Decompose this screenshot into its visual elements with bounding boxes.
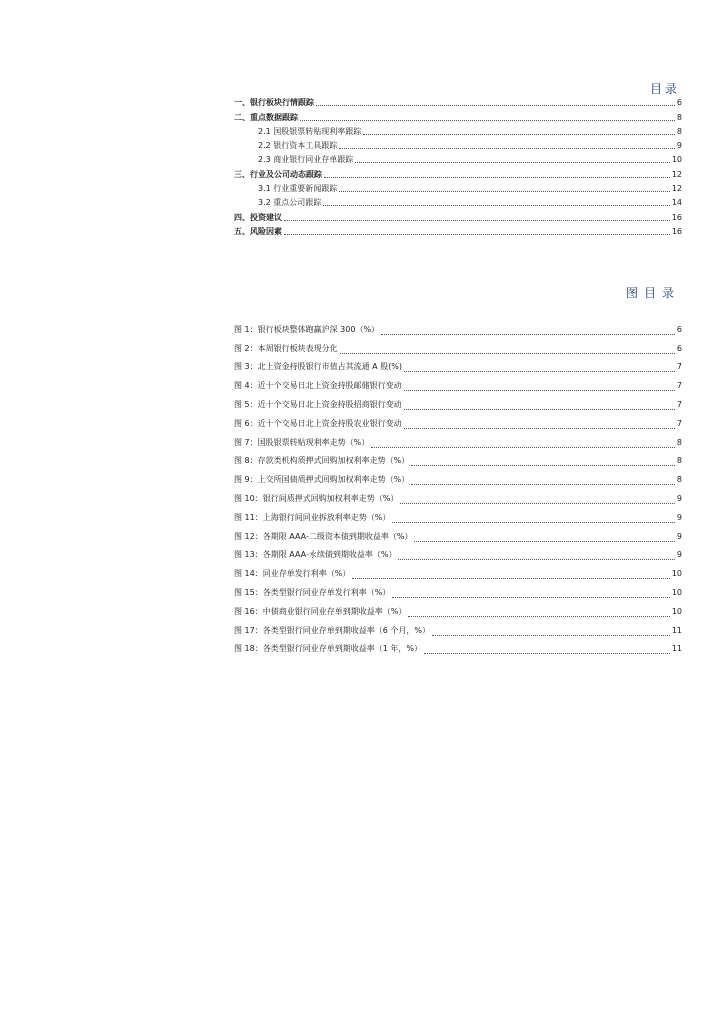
figure-entry-page-number: 11 <box>671 644 682 654</box>
figure-entry-page-number: 6 <box>676 324 682 334</box>
figure-entry[interactable] <box>234 621 682 640</box>
figure-entry[interactable] <box>234 527 682 546</box>
dot-leader <box>300 120 675 121</box>
figure-entry-page-number: 9 <box>676 493 682 503</box>
toc-entry-page-number: 12 <box>671 184 682 194</box>
toc-entry-page-number: 16 <box>671 226 682 236</box>
toc-entry-page-number: 6 <box>676 98 682 108</box>
dot-leader <box>352 578 669 579</box>
dot-leader <box>404 409 675 410</box>
toc-entry-label: 一、银行板块行情跟踪 <box>234 98 314 108</box>
toc-entry[interactable] <box>234 210 682 224</box>
figure-entry-label: 图 18：各类型银行同业存单到期收益率（1 年，%） <box>234 644 422 654</box>
figure-entry[interactable] <box>234 376 682 395</box>
figure-entry[interactable] <box>234 640 682 659</box>
figure-entry-page-number: 9 <box>676 550 682 560</box>
figure-entry-page-number: 11 <box>671 625 682 635</box>
dot-leader <box>339 191 670 192</box>
toc-entry[interactable] <box>234 125 682 139</box>
dot-leader <box>432 635 670 636</box>
figure-entry-label: 图 3：北上资金持股银行市值占其流通 A 股(%) <box>234 362 403 372</box>
figure-entry[interactable] <box>234 564 682 583</box>
figure-entry-page-number: 8 <box>676 456 682 466</box>
dot-leader <box>284 220 670 221</box>
figure-entry-label: 图 15：各类型银行同业存单发行利率（%） <box>234 587 391 597</box>
dot-leader <box>400 503 675 504</box>
figure-entry[interactable] <box>234 320 682 339</box>
figure-entry-label: 图 11：上海银行间同业拆放利率走势（%） <box>234 512 391 522</box>
figure-entry[interactable] <box>234 546 682 565</box>
figure-entry-label: 图 9：上交所国债质押式回购加权利率走势（%） <box>234 475 410 485</box>
dot-leader <box>404 428 675 429</box>
dot-leader <box>371 447 675 448</box>
figure-entry[interactable] <box>234 508 682 527</box>
figure-entry[interactable] <box>234 414 682 433</box>
toc-entry-label: 2.2 银行资本工具跟踪 <box>258 141 338 151</box>
toc-entry[interactable] <box>234 196 682 210</box>
toc-entry-label: 三、行业及公司动态跟踪 <box>234 169 322 179</box>
figure-entry-page-number: 7 <box>676 399 682 409</box>
figure-entry-label: 图 13：各期限 AAA-永续债到期收益率（%） <box>234 550 397 560</box>
figure-entry-label: 图 10：银行间质押式回购加权利率走势（%） <box>234 493 399 503</box>
toc-entry-label: 四、投资建议 <box>234 212 282 222</box>
toc-entry-page-number: 8 <box>676 126 682 136</box>
toc-entry[interactable] <box>234 225 682 239</box>
toc-entry-label: 3.2 重点公司跟踪 <box>258 198 322 208</box>
figure-entry-page-number: 10 <box>671 569 682 579</box>
toc-entry-page-number: 12 <box>671 169 682 179</box>
dot-leader <box>340 353 675 354</box>
figure-entry[interactable] <box>234 583 682 602</box>
figure-entry-page-number: 6 <box>676 343 682 353</box>
figure-entry[interactable] <box>234 395 682 414</box>
dot-leader <box>316 105 675 106</box>
dot-leader <box>323 205 670 206</box>
dot-leader <box>414 541 674 542</box>
toc-entry-page-number: 8 <box>676 112 682 122</box>
toc-list <box>234 96 682 239</box>
figure-entry-label: 图 16：中债商业银行同业存单到期收益率（%） <box>234 606 407 616</box>
toc-entry-label: 2.3 商业银行同业存单跟踪 <box>258 155 354 165</box>
figure-entry-page-number: 9 <box>676 512 682 522</box>
figure-entry-page-number: 8 <box>676 437 682 447</box>
toc-entry-page-number: 9 <box>676 141 682 151</box>
figure-entry-label: 图 12：各期限 AAA-二级资本债到期收益率（%） <box>234 531 413 541</box>
toc-entry-page-number: 10 <box>671 155 682 165</box>
dot-leader <box>363 134 675 135</box>
toc-entry[interactable] <box>234 182 682 196</box>
figure-entry-page-number: 8 <box>676 475 682 485</box>
figure-entry[interactable] <box>234 452 682 471</box>
figure-entry-label: 图 2：本周银行板块表现分化 <box>234 343 338 353</box>
figure-entry-page-number: 7 <box>676 418 682 428</box>
dot-leader <box>411 465 675 466</box>
dot-leader <box>381 334 675 335</box>
dot-leader <box>411 484 675 485</box>
toc-entry-page-number: 14 <box>671 198 682 208</box>
dot-leader <box>392 522 675 523</box>
figure-list-title: 图目录 <box>625 286 680 300</box>
toc-entry[interactable] <box>234 110 682 124</box>
figure-entry-page-number: 9 <box>676 531 682 541</box>
figure-entry-page-number: 10 <box>671 606 682 616</box>
dot-leader <box>355 162 670 163</box>
figure-entry-label: 图 17：各类型银行同业存单到期收益率（6 个月，%） <box>234 625 430 635</box>
dot-leader <box>408 616 669 617</box>
figure-entry[interactable] <box>234 470 682 489</box>
figure-entry-label: 图 1：银行板块整体跑赢沪深 300（%） <box>234 324 380 334</box>
figure-entry-page-number: 10 <box>671 587 682 597</box>
figure-entry[interactable] <box>234 602 682 621</box>
figure-entry[interactable] <box>234 339 682 358</box>
figure-entry[interactable] <box>234 358 682 377</box>
dot-leader <box>424 653 670 654</box>
figure-entry-label: 图 8：存款类机构质押式回购加权利率走势（%） <box>234 456 410 466</box>
figure-entry-label: 图 7：国股银票转贴现利率走势（%） <box>234 437 370 447</box>
dot-leader <box>339 148 675 149</box>
dot-leader <box>392 597 669 598</box>
toc-entry[interactable] <box>234 96 682 110</box>
figure-entry-page-number: 7 <box>676 362 682 372</box>
figure-entry-label: 图 6：近十个交易日北上资金持股农业银行变动 <box>234 418 402 428</box>
toc-entry-page-number: 16 <box>671 212 682 222</box>
figure-entry-label: 图 14：同业存单发行利率（%） <box>234 569 351 579</box>
toc-entry-label: 二、重点数据跟踪 <box>234 112 298 122</box>
figure-entry[interactable] <box>234 433 682 452</box>
toc-title: 目录 <box>649 82 680 96</box>
toc-entry[interactable] <box>234 139 682 153</box>
dot-leader <box>404 371 675 372</box>
toc-entry[interactable] <box>234 167 682 181</box>
dot-leader <box>284 234 670 235</box>
figure-entry[interactable] <box>234 489 682 508</box>
figure-entry-label: 图 5：近十个交易日北上资金持股招商银行变动 <box>234 399 402 409</box>
toc-entry-label: 2.1 国股银票转贴现利率跟踪 <box>258 126 362 136</box>
toc-entry-label: 3.1 行业重要新闻跟踪 <box>258 184 338 194</box>
dot-leader <box>398 559 674 560</box>
toc-entry-label: 五、风险因素 <box>234 226 282 236</box>
figure-list <box>234 320 682 658</box>
toc-entry[interactable] <box>234 153 682 167</box>
figure-entry-label: 图 4：近十个交易日北上资金持股邮储银行变动 <box>234 381 402 391</box>
figure-entry-page-number: 7 <box>676 381 682 391</box>
dot-leader <box>324 177 670 178</box>
dot-leader <box>404 390 675 391</box>
